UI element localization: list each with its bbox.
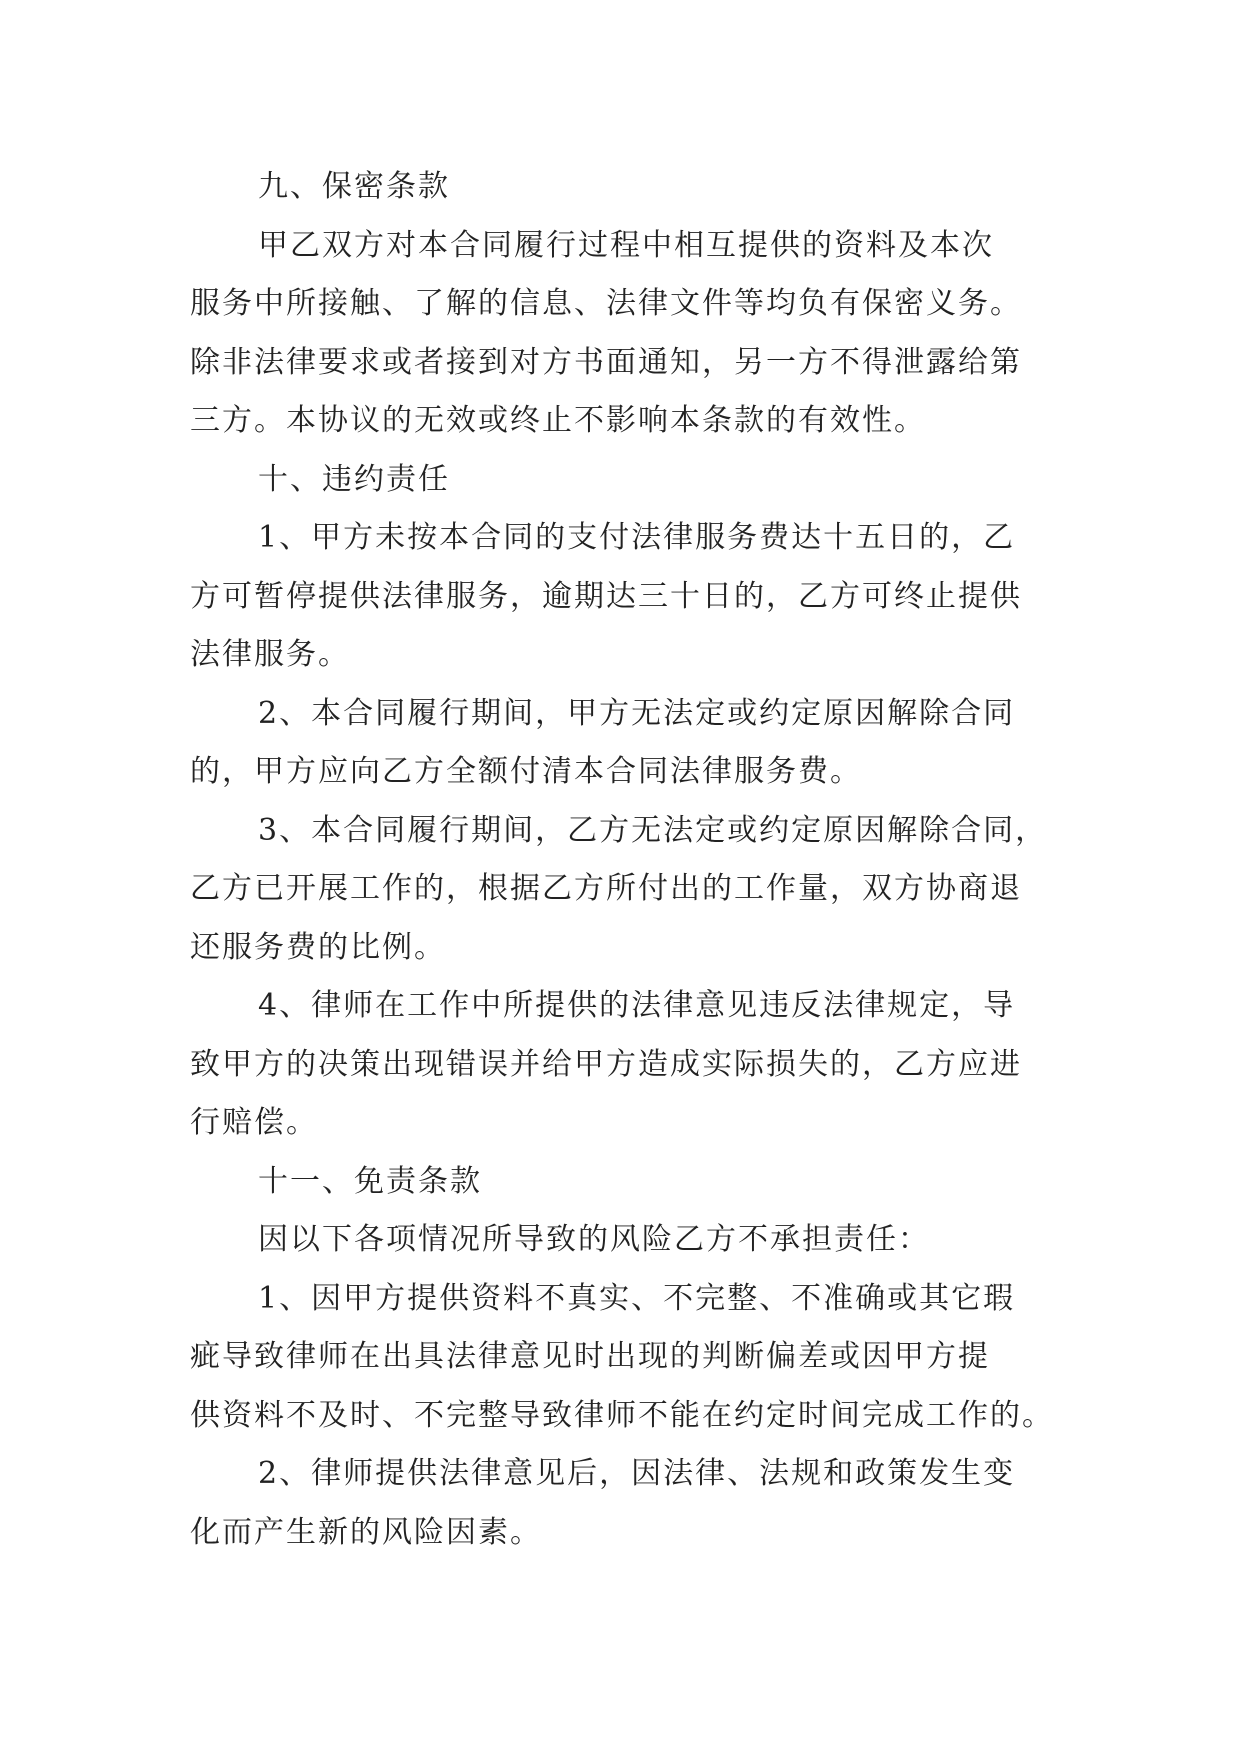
document-body bbox=[190, 158, 1070, 1562]
paragraph-line: 行赔偿。 bbox=[190, 1105, 318, 1140]
paragraph-line: 乙方已开展工作的，根据乙方所付出的工作量，双方协商退 bbox=[190, 871, 1022, 906]
paragraph-line: 3、本合同履行期间，乙方无法定或约定原因解除合同， bbox=[258, 812, 1048, 848]
paragraph-line: 1、甲方未按本合同的支付法律服务费达十五日的，乙 bbox=[258, 520, 1016, 555]
paragraph-line: 方可暂停提供法律服务，逾期达三十日的，乙方可终止提供 bbox=[190, 578, 1022, 614]
paragraph-line: 因以下各项情况所导致的风险乙方不承担责任： bbox=[258, 1222, 930, 1257]
paragraph-line: 4、律师在工作中所提供的法律意见违反法律规定，导 bbox=[258, 988, 1016, 1023]
paragraph-line: 还服务费的比例。 bbox=[190, 929, 446, 965]
paragraph-line: 服务中所接触、了解的信息、法律文件等均负有保密义务。 bbox=[190, 286, 1022, 321]
paragraph-line: 疵导致律师在出具法律意见时出现的判断偏差或因甲方提 bbox=[190, 1339, 990, 1374]
paragraph-line: 致甲方的决策出现错误并给甲方造成实际损失的，乙方应进 bbox=[190, 1046, 1022, 1082]
paragraph-line: 法律服务。 bbox=[190, 637, 350, 672]
section-heading-confidentiality: 九、保密条款 bbox=[258, 169, 450, 204]
paragraph-line: 的，甲方应向乙方全额付清本合同法律服务费。 bbox=[190, 754, 862, 789]
paragraph-line: 2、律师提供法律意见后，因法律、法规和政策发生变 bbox=[258, 1456, 1016, 1491]
paragraph-line: 三方。本协议的无效或终止不影响本条款的有效性。 bbox=[190, 403, 926, 438]
section-heading-breach-liability: 十、违约责任 bbox=[258, 461, 450, 497]
section-heading-exemption: 十一、免责条款 bbox=[258, 1163, 482, 1199]
paragraph-line: 1、因甲方提供资料不真实、不完整、不准确或其它瑕 bbox=[258, 1280, 1016, 1316]
paragraph-line: 甲乙双方对本合同履行过程中相互提供的资料及本次 bbox=[258, 227, 994, 263]
paragraph-line: 供资料不及时、不完整导致律师不能在约定时间完成工作的。 bbox=[190, 1397, 1054, 1433]
paragraph-line: 2、本合同履行期间，甲方无法定或约定原因解除合同 bbox=[258, 695, 1016, 731]
paragraph-line: 除非法律要求或者接到对方书面通知，另一方不得泄露给第 bbox=[190, 344, 1022, 380]
paragraph-line: 化而产生新的风险因素。 bbox=[190, 1514, 542, 1550]
